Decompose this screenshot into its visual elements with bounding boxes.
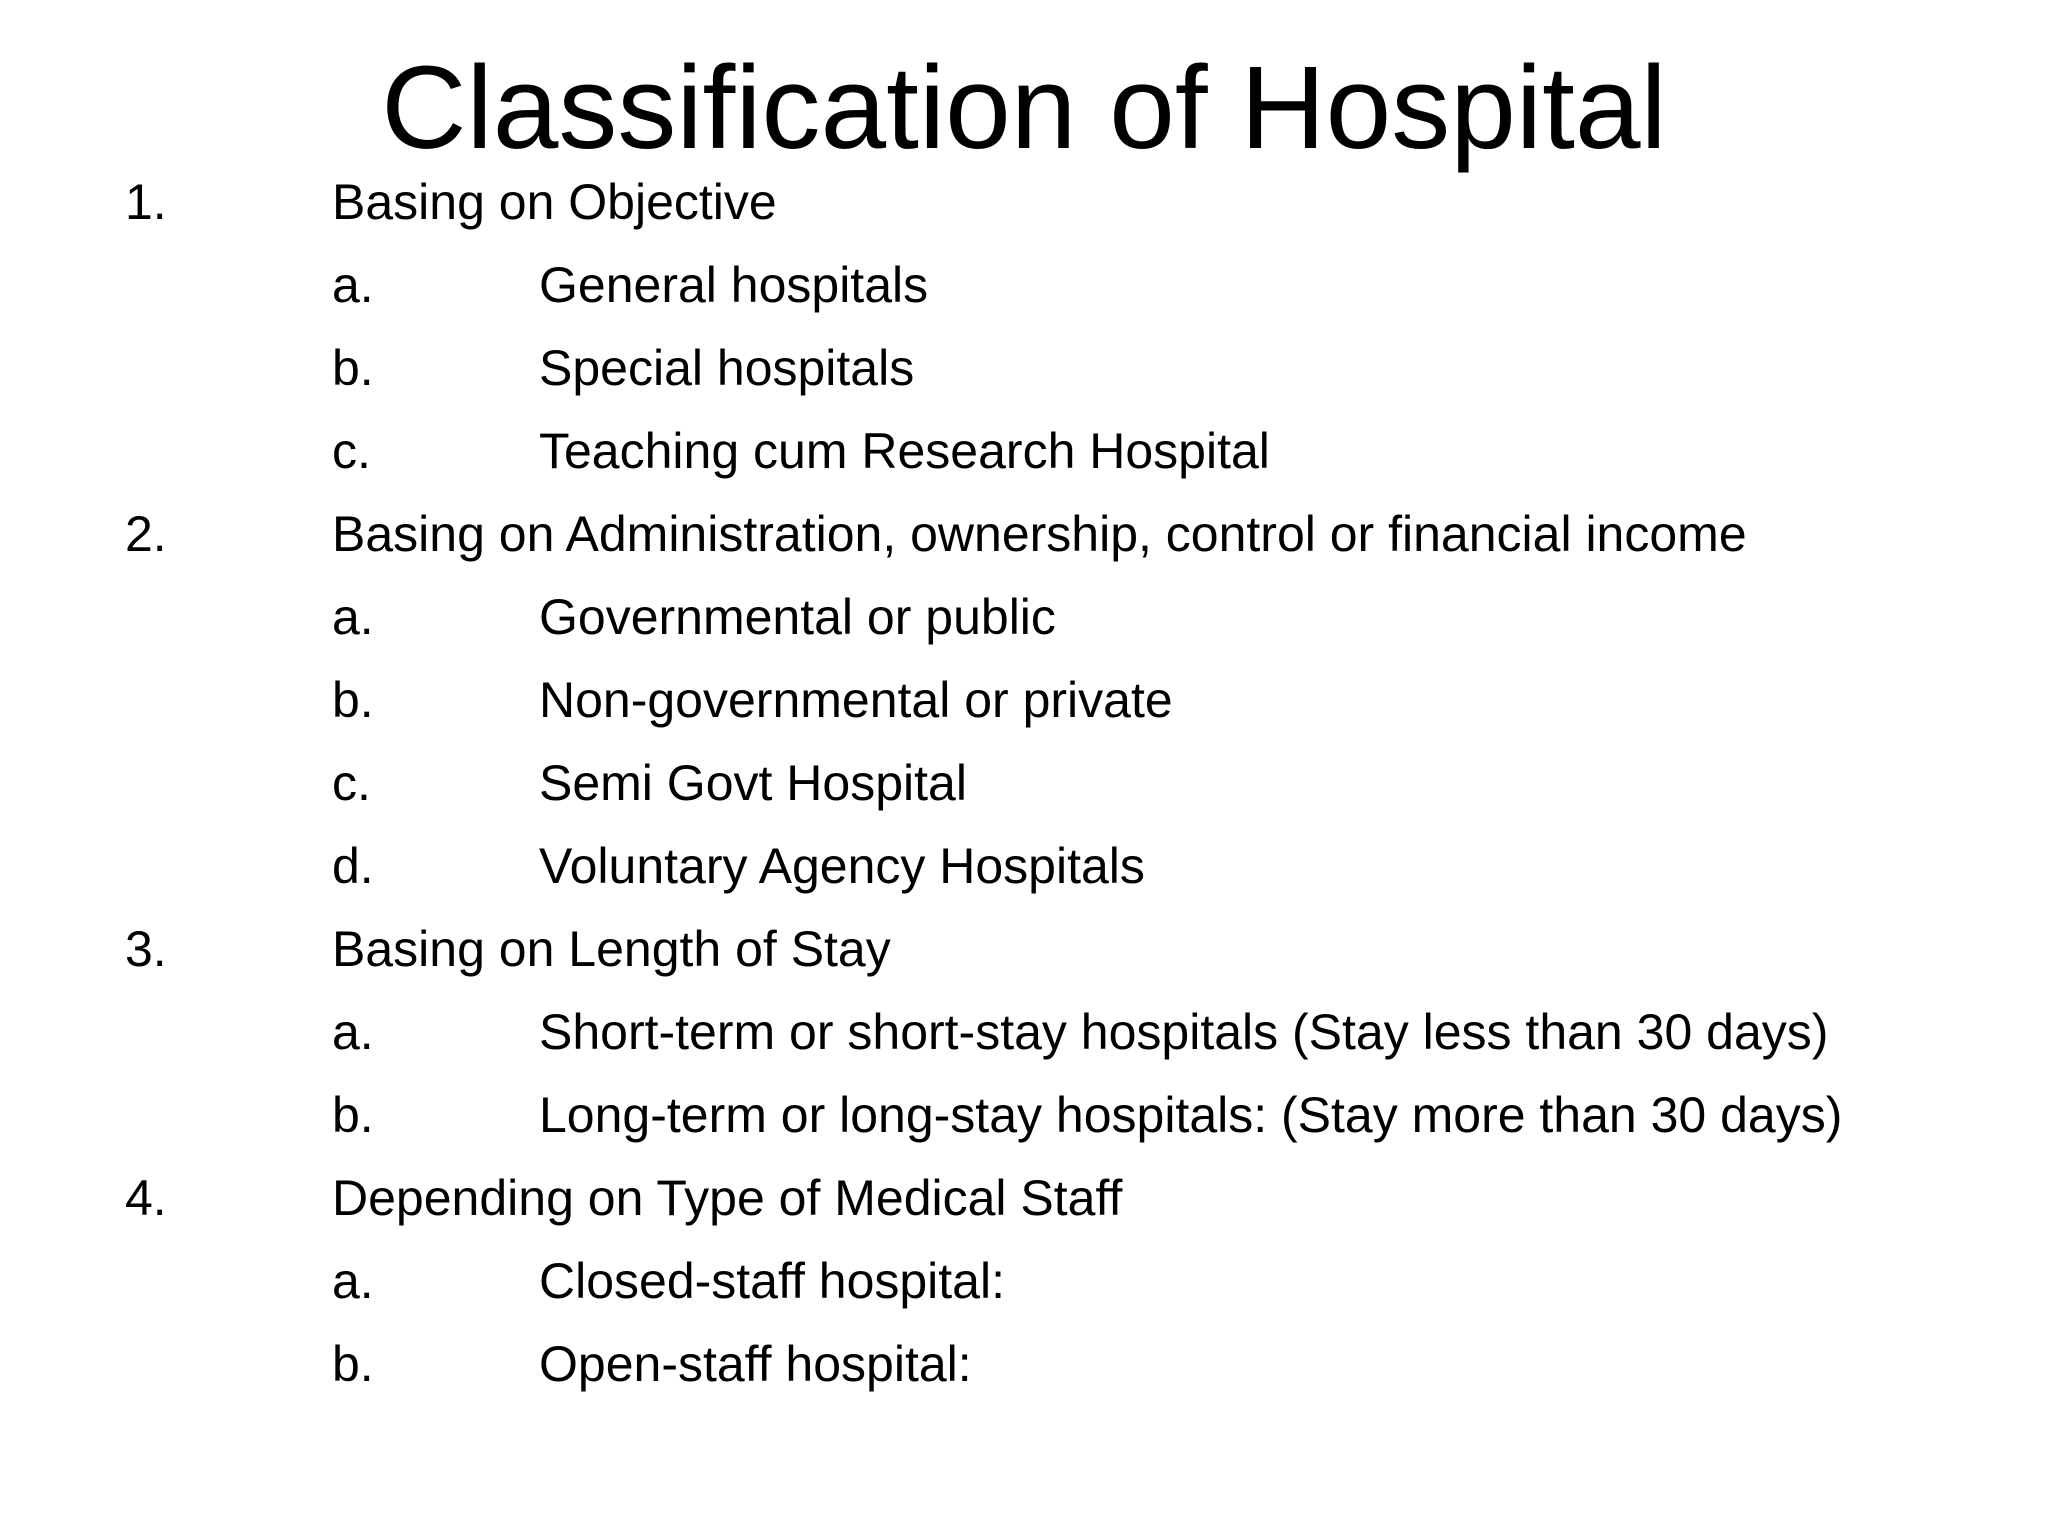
list-item (0, 251, 2048, 334)
section-number: 4. (125, 1170, 167, 1226)
list-item (0, 666, 2048, 749)
section-heading: Basing on Length of Stay (332, 921, 891, 977)
item-text: Long-term or long-stay hospitals: (Stay more than 30 days) (539, 1087, 1843, 1143)
outline-list (0, 168, 2048, 1413)
item-text: Semi Govt Hospital (539, 755, 967, 811)
list-item (0, 334, 2048, 417)
item-text: Open-staff hospital: (539, 1336, 972, 1392)
section-1 (0, 168, 2048, 251)
section-number: 2. (125, 506, 167, 562)
section-heading: Depending on Type of Medical Staff (332, 1170, 1123, 1226)
item-letter: a. (332, 1004, 374, 1060)
item-letter: c. (332, 755, 371, 811)
section-heading: Basing on Objective (332, 174, 777, 230)
section-number: 1. (125, 174, 167, 230)
list-item (0, 749, 2048, 832)
item-text: Special hospitals (539, 340, 915, 396)
list-item (0, 832, 2048, 915)
section-number: 3. (125, 921, 167, 977)
list-item (0, 1081, 2048, 1164)
section-3 (0, 915, 2048, 998)
item-letter: b. (332, 1336, 374, 1392)
list-item (0, 417, 2048, 500)
section-heading: Basing on Administration, ownership, control or financial income (332, 506, 1747, 562)
item-letter: a. (332, 589, 374, 645)
item-letter: c. (332, 423, 371, 479)
item-text: Governmental or public (539, 589, 1056, 645)
item-letter: b. (332, 672, 374, 728)
item-text: Non-governmental or private (539, 672, 1173, 728)
item-letter: a. (332, 1253, 374, 1309)
item-text: Short-term or short-stay hospitals (Stay less than 30 days) (539, 1004, 1829, 1060)
item-letter: d. (332, 838, 374, 894)
list-item (0, 583, 2048, 666)
item-text: Teaching cum Research Hospital (539, 423, 1270, 479)
item-text: General hospitals (539, 257, 929, 313)
list-item (0, 1330, 2048, 1413)
section-2 (0, 500, 2048, 583)
slide-title: Classification of Hospital (381, 42, 1667, 174)
item-letter: a. (332, 257, 374, 313)
list-item (0, 1247, 2048, 1330)
list-item (0, 998, 2048, 1081)
item-letter: b. (332, 1087, 374, 1143)
section-4 (0, 1164, 2048, 1247)
item-text: Closed-staff hospital: (539, 1253, 1005, 1309)
item-letter: b. (332, 340, 374, 396)
item-text: Voluntary Agency Hospitals (539, 838, 1145, 894)
